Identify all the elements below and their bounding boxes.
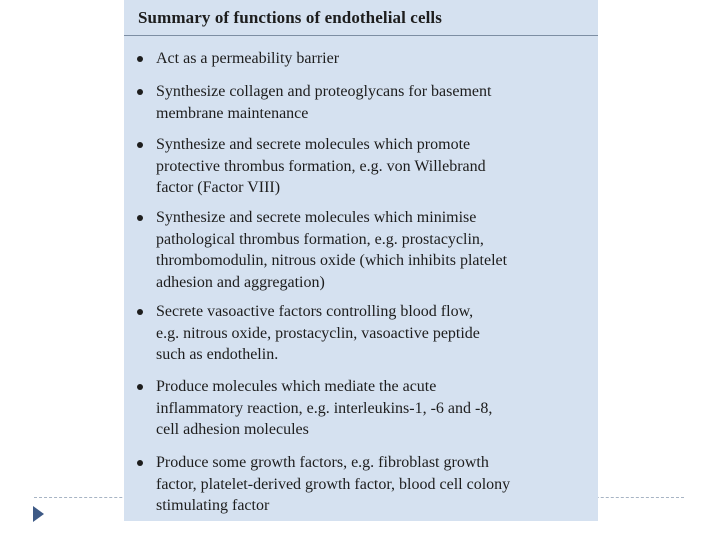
item-text-line: pathological thrombus formation, e.g. prostacyclin, xyxy=(156,230,484,248)
bullet-icon xyxy=(137,384,143,390)
item-text-line: e.g. nitrous oxide, prostacyclin, vasoactive peptide xyxy=(156,324,480,342)
bullet-icon xyxy=(137,309,143,315)
list-item xyxy=(137,452,577,517)
list-item xyxy=(137,301,577,366)
item-text-line: Synthesize collagen and proteoglycans for basement xyxy=(156,83,492,100)
item-text-line: protective thrombus formation, e.g. von Willebrand xyxy=(156,157,486,175)
title-divider xyxy=(124,35,598,36)
bullet-icon xyxy=(137,460,143,466)
item-text-line: thrombomodulin, nitrous oxide (which inhibits platelet xyxy=(156,252,508,269)
item-text-line: stimulating factor xyxy=(156,497,270,514)
list-item xyxy=(137,207,577,293)
item-text-line: Produce some growth factors, e.g. fibroblast growth xyxy=(156,454,489,471)
item-text-line: Secrete vasoactive factors controlling blood flow, xyxy=(156,303,474,320)
bullet-icon xyxy=(137,56,143,62)
item-text-line: inflammatory reaction, e.g. interleukins-1, -6 and -8, xyxy=(156,399,493,417)
item-text-line: Synthesize and secrete molecules which minimise xyxy=(156,209,477,226)
item-text-line: cell adhesion molecules xyxy=(156,421,309,438)
item-text-line: Act as a permeability barrier xyxy=(156,50,340,67)
item-text-line: membrane maintenance xyxy=(156,104,309,122)
slide-arrow-bullet-icon xyxy=(33,506,44,522)
bullet-icon xyxy=(137,89,143,95)
bullet-icon xyxy=(137,142,143,148)
bullet-icon xyxy=(137,215,143,221)
list-item xyxy=(137,48,577,70)
item-text-line: Produce molecules which mediate the acute xyxy=(156,378,437,395)
list-item xyxy=(137,376,577,441)
item-text-line: such as endothelin. xyxy=(156,346,279,363)
list-item xyxy=(137,81,577,124)
item-text-line: factor, platelet-derived growth factor, blood cell colony xyxy=(156,475,511,493)
item-text-line: factor (Factor VIII) xyxy=(156,179,281,196)
item-text-line: Synthesize and secrete molecules which promote xyxy=(156,136,471,153)
item-text-line: adhesion and aggregation) xyxy=(156,273,325,291)
list-item xyxy=(137,134,577,199)
summary-title: Summary of functions of endothelial cells xyxy=(138,8,442,27)
summary-box xyxy=(124,0,598,521)
